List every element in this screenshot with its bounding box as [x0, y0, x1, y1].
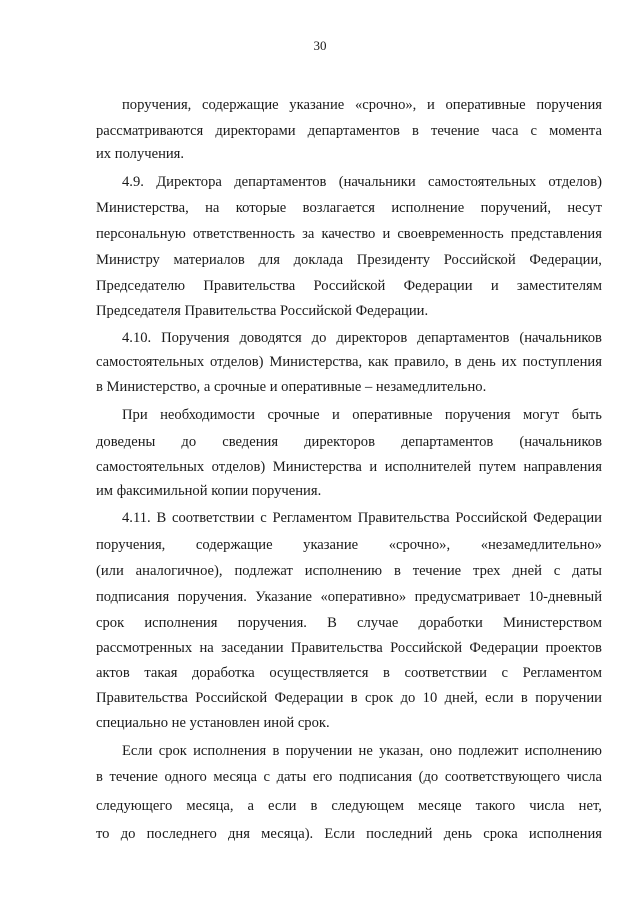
text-line — [122, 405, 602, 425]
word: соответствии — [404, 665, 487, 681]
word: могут — [523, 407, 560, 423]
text-line — [96, 796, 602, 816]
word: в — [520, 690, 528, 706]
word: одного — [164, 769, 207, 785]
text-line — [96, 250, 602, 270]
word: не — [358, 743, 373, 759]
text-line — [96, 198, 602, 218]
text-line — [96, 432, 602, 452]
word: доводятся — [239, 330, 302, 346]
word: в — [383, 665, 390, 681]
word: департаментов — [307, 123, 400, 139]
word: как — [367, 354, 389, 370]
word: срок — [365, 690, 394, 706]
word: Федерации — [403, 278, 473, 294]
word: Российской — [390, 640, 463, 656]
word: Председателю — [96, 278, 186, 294]
word: последний — [366, 826, 433, 842]
word: в — [272, 743, 280, 759]
word: Федерации, — [529, 252, 602, 268]
word: (начальников — [519, 434, 602, 450]
word: рассматриваются — [96, 123, 204, 139]
word: поручении — [535, 690, 602, 706]
word: с — [260, 510, 267, 526]
word: до — [400, 690, 416, 706]
text-line — [122, 95, 602, 115]
word: случае — [357, 615, 399, 631]
text-line — [96, 121, 602, 141]
word: Правительства — [203, 278, 296, 294]
word: Российской — [455, 510, 528, 526]
word: департаментов — [234, 174, 327, 190]
word: поступления — [522, 354, 602, 370]
word: необходимости — [160, 407, 255, 423]
word: Правительства — [96, 690, 188, 706]
text-line: их получения. — [96, 146, 185, 162]
word: качество — [321, 226, 376, 242]
word: месяце — [418, 798, 462, 814]
word: направления — [523, 459, 602, 475]
text-line — [96, 663, 602, 683]
word: на — [205, 200, 220, 216]
word: за — [302, 226, 315, 242]
text-line — [96, 587, 602, 607]
word: своевременность — [397, 226, 504, 242]
word: момента — [549, 123, 602, 139]
word: в — [412, 123, 419, 139]
text-line — [96, 824, 602, 844]
word: Правительства — [357, 510, 450, 526]
word: в — [96, 769, 103, 785]
word: несут — [567, 200, 602, 216]
word: Правительства — [290, 640, 383, 656]
word: самостоятельных — [427, 174, 537, 190]
word: дня — [227, 826, 250, 842]
word: директорами — [215, 123, 296, 139]
word: течение — [412, 563, 462, 579]
word: указан, — [379, 743, 424, 759]
word: проектов — [545, 640, 602, 656]
word: поручения. — [177, 589, 247, 605]
word: доведены — [96, 434, 156, 450]
word: путем — [478, 459, 516, 475]
word: Российской — [443, 252, 516, 268]
word: дней — [512, 563, 542, 579]
word: поручения — [536, 97, 602, 113]
word: «незамедлительно» — [480, 537, 602, 553]
word: представления — [510, 226, 602, 242]
word: правило, — [394, 354, 449, 370]
word: Российской — [195, 690, 268, 706]
text-line: в Министерство, а срочные и оперативные – незамедлительно. — [96, 379, 487, 395]
word: В — [156, 510, 167, 526]
word: директоров — [304, 434, 375, 450]
word: в — [454, 354, 462, 370]
word: материалов — [173, 252, 245, 268]
word: персональную — [96, 226, 186, 242]
word: Если — [122, 743, 153, 759]
word: поручения. — [237, 615, 307, 631]
word: следующего — [96, 798, 173, 814]
word: (начальников — [519, 330, 602, 346]
word: последнего — [146, 826, 217, 842]
word: Поручения — [161, 330, 230, 346]
word: если — [485, 690, 514, 706]
word: для — [258, 252, 280, 268]
text-line — [122, 172, 602, 192]
word: с — [263, 769, 270, 785]
word: его — [312, 769, 333, 785]
word: подлежит — [458, 743, 519, 759]
word: Регламентом — [522, 665, 602, 681]
word: часа — [491, 123, 519, 139]
word: и — [427, 97, 435, 113]
word: Федерации — [469, 640, 539, 656]
word: и — [490, 278, 499, 294]
word: директоров — [336, 330, 408, 346]
word: исполнению — [524, 743, 602, 759]
word: быть — [571, 407, 602, 423]
word: Министерства — [272, 459, 362, 475]
word: самостоятельных — [96, 459, 205, 475]
text-line — [96, 613, 602, 633]
text-line — [96, 688, 602, 708]
word: а — [247, 798, 255, 814]
word: отделов) — [210, 354, 264, 370]
word: (или — [96, 563, 124, 579]
word: доработка — [192, 665, 255, 681]
word: соответствующего — [444, 769, 560, 785]
word: и — [382, 226, 391, 242]
word: срока — [483, 826, 518, 842]
text-line — [96, 276, 602, 296]
word: «оперативно» — [320, 589, 407, 605]
text-line — [96, 767, 602, 787]
word: соответствии — [171, 510, 255, 526]
word: заместителям — [516, 278, 602, 294]
word: срок — [96, 615, 125, 631]
word: подписания — [96, 589, 170, 605]
word: 4.9. — [122, 174, 144, 190]
word: оперативные — [352, 407, 433, 423]
word: указание — [289, 97, 345, 113]
word: содержащие — [201, 97, 279, 113]
word: поручения — [444, 407, 511, 423]
word: их — [501, 354, 517, 370]
word: (до — [418, 769, 439, 785]
text-line: специально не установлен иной срок. — [96, 715, 330, 731]
word: срочные — [267, 407, 320, 423]
text-line: Председателя Правительства Российской Федерации. — [96, 303, 429, 319]
text-line — [96, 535, 602, 555]
word: следующем — [331, 798, 405, 814]
word: актов — [96, 665, 130, 681]
word: осуществляется — [269, 665, 369, 681]
word: числа — [529, 798, 565, 814]
word: Президенту — [356, 252, 431, 268]
word: числа — [566, 769, 602, 785]
text-line: им факсимильной копии поручения. — [96, 483, 322, 499]
word: В — [327, 615, 337, 631]
word: даты — [572, 563, 602, 579]
word: исполнению — [304, 563, 383, 579]
word: департаментов — [417, 330, 510, 346]
word: трех — [473, 563, 501, 579]
word: течение — [431, 123, 480, 139]
word: департаментов — [401, 434, 494, 450]
word: Министерством — [503, 615, 602, 631]
word: подлежат — [234, 563, 293, 579]
word: указание — [303, 537, 359, 553]
word: исполнителей — [384, 459, 472, 475]
word: поручении — [285, 743, 353, 759]
word: 4.11. — [122, 510, 151, 526]
word: Директора — [156, 174, 222, 190]
word: исполнения — [193, 743, 267, 759]
word: сведения — [222, 434, 279, 450]
word: до — [181, 434, 197, 450]
word: в — [393, 563, 401, 579]
word: При — [122, 407, 148, 423]
word: день — [467, 354, 496, 370]
word: поручений, — [480, 200, 551, 216]
word: Министерства, — [96, 200, 189, 216]
word: срок — [158, 743, 187, 759]
word: месяца, — [186, 798, 234, 814]
word: оно — [429, 743, 453, 759]
word: Министру — [96, 252, 160, 268]
word: течение — [109, 769, 158, 785]
word: Указание — [255, 589, 313, 605]
word: 10-дневный — [528, 589, 602, 605]
word: такого — [475, 798, 516, 814]
word: которые — [235, 200, 287, 216]
word: если — [268, 798, 297, 814]
word: оперативные — [445, 97, 526, 113]
word: и — [369, 459, 378, 475]
word: исполнения — [144, 615, 218, 631]
word: в — [310, 798, 318, 814]
text-line — [122, 508, 602, 528]
word: то — [96, 826, 110, 842]
word: месяца). — [261, 826, 314, 842]
text-line — [96, 224, 602, 244]
word: и — [332, 407, 340, 423]
word: Регламентом — [272, 510, 352, 526]
word: день — [443, 826, 473, 842]
page-number: 30 — [313, 38, 327, 53]
word: с — [553, 563, 561, 579]
word: 10 — [422, 690, 438, 706]
word: доклада — [293, 252, 344, 268]
word: поручения, — [122, 97, 192, 113]
word: исполнения — [528, 826, 602, 842]
text-line — [96, 457, 602, 477]
word: содержащие — [195, 537, 273, 553]
text-line — [122, 328, 602, 348]
word: 4.10. — [122, 330, 152, 346]
word: Министерства, — [269, 354, 363, 370]
word: заседании — [221, 640, 284, 656]
word: такая — [144, 665, 178, 681]
word: Российской — [313, 278, 386, 294]
word: на — [199, 640, 214, 656]
word: до — [311, 330, 327, 346]
word: до — [120, 826, 136, 842]
word: ответственность — [192, 226, 296, 242]
word: «срочно», — [354, 97, 417, 113]
word: поручения, — [96, 537, 166, 553]
word: дней, — [444, 690, 478, 706]
text-line — [96, 352, 602, 372]
word: отделов) — [548, 174, 602, 190]
word: Федерации — [533, 510, 602, 526]
word: нет, — [578, 798, 602, 814]
word: (начальники — [338, 174, 416, 190]
word: Если — [324, 826, 355, 842]
text-line — [122, 741, 602, 761]
word: месяца — [213, 769, 257, 785]
word: аналогичное), — [135, 563, 223, 579]
word: отделов) — [211, 459, 266, 475]
word: с — [530, 123, 538, 139]
word: доработки — [418, 615, 483, 631]
word: самостоятельных — [96, 354, 205, 370]
word: предусматривает — [414, 589, 521, 605]
word: в — [350, 690, 358, 706]
word: даты — [276, 769, 307, 785]
word: возлагается — [302, 200, 375, 216]
text-line — [96, 638, 602, 658]
word: «срочно», — [388, 537, 451, 553]
word: с — [501, 665, 509, 681]
word: исполнение — [391, 200, 465, 216]
word: рассмотренных — [96, 640, 193, 656]
word: подписания — [338, 769, 413, 785]
word: Федерации — [274, 690, 344, 706]
text-line — [96, 561, 602, 581]
